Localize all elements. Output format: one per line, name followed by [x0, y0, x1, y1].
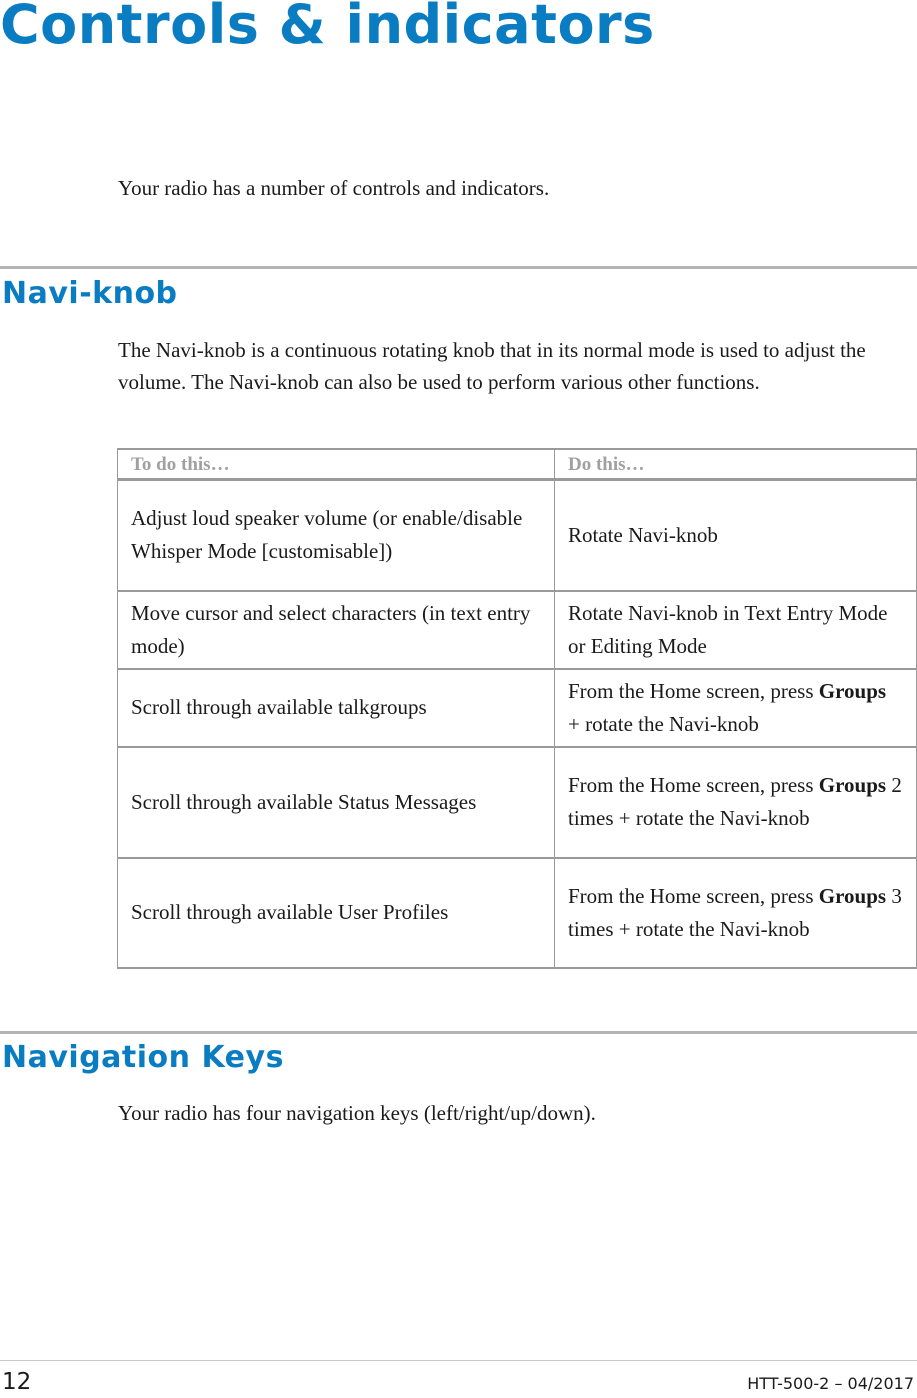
action-text: From the Home screen, press	[568, 773, 819, 797]
page-title: Controls & indicators	[0, 0, 655, 56]
action-text: From the Home screen, press	[568, 883, 819, 908]
task-text: Scroll through available Status Messages	[131, 789, 477, 814]
task-cell: Scroll through available User Profiles	[118, 858, 555, 968]
navi-knob-functions-table	[117, 448, 917, 969]
action-cell	[555, 669, 917, 747]
action-text: From the Home screen, press	[568, 678, 819, 703]
action-text-suffix: 2 times + rotate the Navi-knob	[568, 773, 902, 830]
table-row	[118, 591, 917, 669]
page-number: 12	[2, 1369, 32, 1395]
table-row	[118, 747, 917, 858]
action-cell	[555, 747, 917, 858]
task-cell	[118, 747, 555, 858]
action-key: Groups	[818, 678, 887, 703]
action-text: Rotate Navi-knob in Text Entry Mode or Editing Mode	[568, 600, 888, 658]
section-divider	[0, 266, 917, 269]
table-row	[118, 480, 917, 591]
table-row	[118, 858, 917, 968]
task-cell: Move cursor and select characters (in text entry mode)	[118, 591, 555, 669]
column-header-action: Do this…	[555, 449, 917, 480]
footer-divider	[0, 1360, 917, 1361]
action-cell	[555, 591, 917, 669]
intro-paragraph: Your radio has a number of controls and indicators.	[118, 176, 550, 200]
navi-knob-description: The Navi-knob is a continuous rotating knob that in its normal mode is used to adjust the volume. The Navi-knob can also be used to perform various other functions.	[118, 338, 866, 394]
document-id: HTT-500-2 – 04/2017	[747, 1374, 914, 1393]
table-header-row	[118, 449, 917, 480]
section-heading-navigation-keys: Navigation Keys	[2, 1040, 284, 1075]
navigation-keys-description: Your radio has four navigation keys (left/right/up/down).	[118, 1101, 596, 1125]
action-cell	[555, 858, 917, 968]
task-cell: Adjust loud speaker volume (or enable/disable Whisper Mode [customisable])	[118, 480, 555, 591]
section-divider	[0, 1031, 917, 1034]
action-key: Groups	[818, 883, 887, 908]
action-cell	[555, 480, 917, 591]
column-header-task: To do this…	[118, 449, 555, 480]
table-row	[118, 669, 917, 747]
task-cell: Scroll through available talkgroups	[118, 669, 555, 747]
action-text-suffix: 3 times + rotate the Navi-knob	[568, 883, 902, 941]
action-text-suffix: + rotate the Navi-knob	[568, 711, 759, 736]
action-key: Groups	[818, 773, 887, 797]
action-text: Rotate Navi-knob	[568, 522, 718, 547]
section-heading-navi-knob: Navi-knob	[2, 276, 178, 311]
